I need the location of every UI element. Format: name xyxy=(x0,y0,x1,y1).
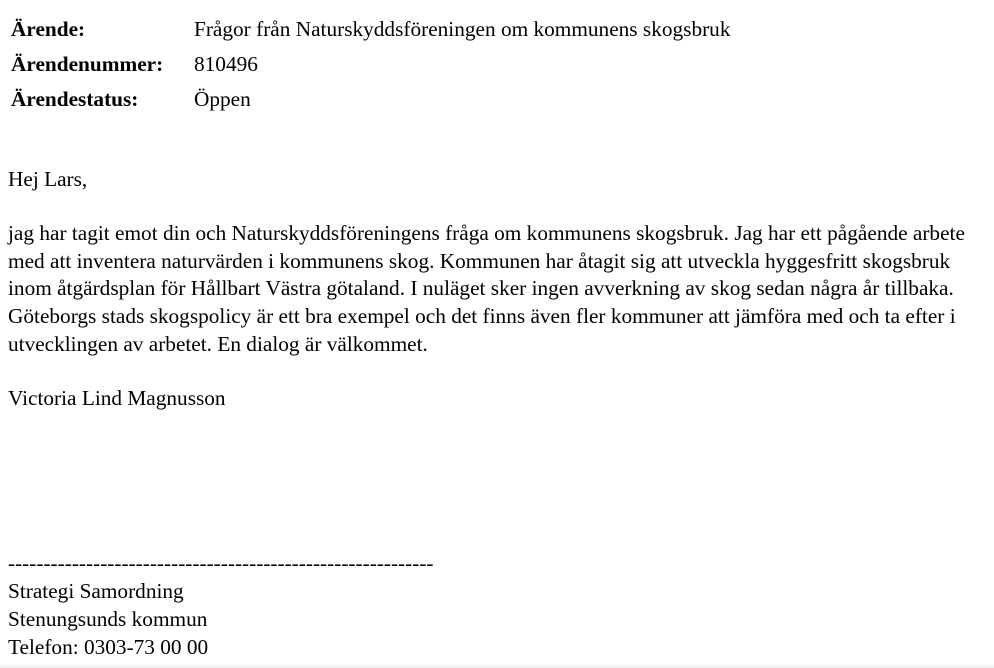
footer-organization: Stenungsunds kommun xyxy=(8,607,208,632)
message-body: jag har tagit emot din och Naturskyddsföreningens fråga om kommunens skogsbruk. Jag har ett pågående arbete med att inventera naturvärden i kommunens skog. Kommunen har åtagit sig att utveckla hyggesfritt skogsbruk inom åtgärdsplan för Hållbart Västra götaland. I nuläget sker ingen avverkning av skog sedan några år tillbaka. Göteborgs stads skogspolicy är ett bra exempel och det finns även fler kommuner att jämföra med och ta efter i utvecklingen av arbetet. En dialog är välkommet. xyxy=(8,220,965,357)
footer-phone: Telefon: 0303-73 00 00 xyxy=(8,635,209,660)
case-number-value: 810496 xyxy=(194,52,258,76)
email-footer xyxy=(8,549,992,661)
message-greeting: Hej Lars, xyxy=(8,167,88,191)
footer-divider: ------------------------------------------------------------ xyxy=(8,551,434,575)
message-content xyxy=(8,166,992,413)
case-status-value: Öppen xyxy=(194,87,251,111)
case-number-label: Ärendenummer: xyxy=(11,52,164,76)
case-status-row xyxy=(8,82,732,117)
bottom-edge-divider xyxy=(0,664,994,668)
case-subject-row xyxy=(8,12,732,47)
footer-department: Strategi Samordning xyxy=(8,579,184,604)
case-subject-value: Frågor från Naturskyddsföreningen om kommunens skogsbruk xyxy=(194,17,731,41)
case-status-label: Ärendestatus: xyxy=(11,87,139,111)
case-info-table xyxy=(8,12,732,117)
message-signature: Victoria Lind Magnusson xyxy=(8,386,226,411)
case-number-row xyxy=(8,47,732,82)
case-subject-label: Ärende: xyxy=(11,17,86,41)
